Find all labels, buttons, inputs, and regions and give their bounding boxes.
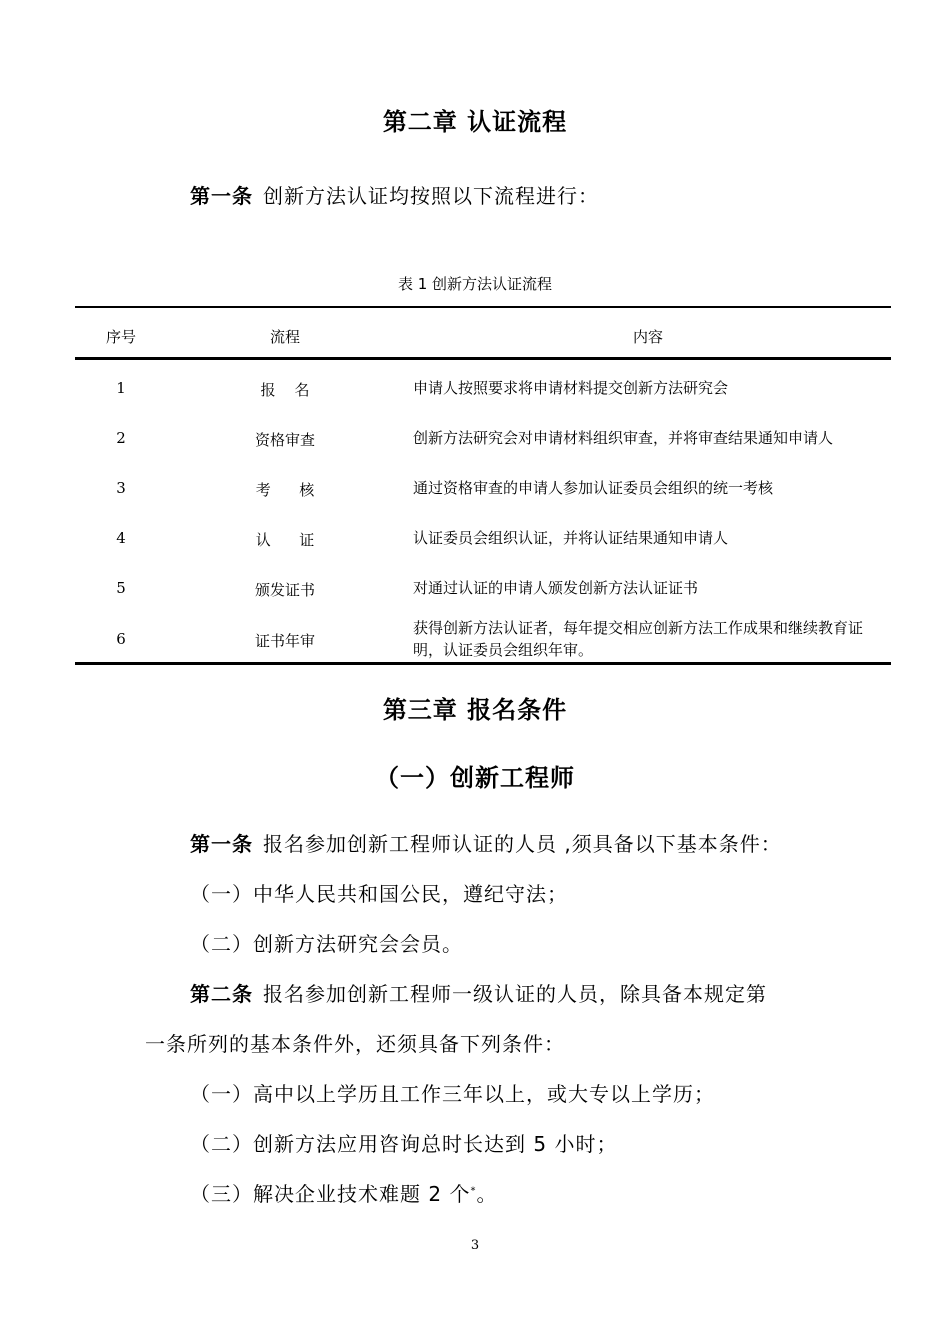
header-number: 序号 <box>105 328 136 346</box>
article-1-item-1: （一）中华人民共和国公民，遵纪守法； <box>190 882 568 906</box>
footnote-mark: * <box>470 1185 477 1197</box>
section-title: （一）创新工程师 <box>375 764 575 792</box>
article-1-item-2: （二）创新方法研究会会员。 <box>190 932 463 956</box>
article-text: 创新方法认证均按照以下流程进行： <box>263 184 599 208</box>
article-2-item-2: （二）创新方法应用咨询总时长达到 5 小时； <box>190 1132 618 1156</box>
article-2-item-3 <box>190 1178 497 1207</box>
row-content: 申请人按照要求将申请材料提交创新方法研究会 <box>413 379 729 397</box>
table-bottom-rule <box>75 662 891 665</box>
chapter-3-title: 第三章 报名条件 <box>382 696 568 724</box>
row-content: 认证委员会组织认证，并将认证结果通知申请人 <box>413 529 729 547</box>
row-number: 5 <box>116 579 126 597</box>
article-label: 第一条 <box>190 184 253 208</box>
row-process: 颁发证书 <box>254 581 315 599</box>
row-process: 认 证 <box>255 531 315 549</box>
row-content: 通过资格审查的申请人参加认证委员会组织的统一考核 <box>413 479 774 497</box>
article-label: 第一条 <box>190 832 253 856</box>
row-process: 考 核 <box>255 481 315 499</box>
chapter-2-article-1 <box>190 180 599 209</box>
row-number: 4 <box>116 529 126 547</box>
article-text: 报名参加创新工程师一级认证的人员，除具备本规定第 <box>263 982 767 1006</box>
item-end: 。 <box>476 1182 498 1206</box>
row-process: 证书年审 <box>254 632 315 650</box>
article-2-item-1: （一）高中以上学历且工作三年以上，或大专以上学历； <box>190 1082 715 1106</box>
table-top-rule <box>75 306 891 308</box>
table-header-rule <box>75 357 891 360</box>
row-number: 2 <box>116 429 126 447</box>
row-process: 报 名 <box>260 381 310 399</box>
row-content: 创新方法研究会对申请材料组织审查，并将审查结果通知申请人 <box>413 429 834 447</box>
article-2-text-continued: 一条所列的基本条件外，还须具备下列条件： <box>145 1032 565 1056</box>
article-text: 报名参加创新工程师认证的人员 ,须具备以下基本条件： <box>263 832 782 856</box>
row-number: 1 <box>116 379 126 397</box>
table-caption: 表 1 创新方法认证流程 <box>397 275 553 293</box>
chapter-2-title: 第二章 认证流程 <box>382 108 568 136</box>
row-content: 获得创新方法认证者，每年提交相应创新方法工作成果和继续教育证明，认证委员会组织年审。 <box>413 619 864 659</box>
row-process: 资格审查 <box>254 431 315 449</box>
item-text: （三）解决企业技术难题 2 个 <box>190 1182 471 1206</box>
article-label: 第二条 <box>190 982 253 1006</box>
page-number: 3 <box>470 1238 480 1253</box>
row-content: 对通过认证的申请人颁发创新方法认证证书 <box>413 579 699 597</box>
header-process: 流程 <box>269 328 300 346</box>
row-number: 6 <box>116 630 126 648</box>
header-content: 内容 <box>632 328 663 346</box>
row-number: 3 <box>116 479 126 497</box>
chapter-3-article-1 <box>190 828 782 857</box>
chapter-3-article-2 <box>190 978 767 1007</box>
